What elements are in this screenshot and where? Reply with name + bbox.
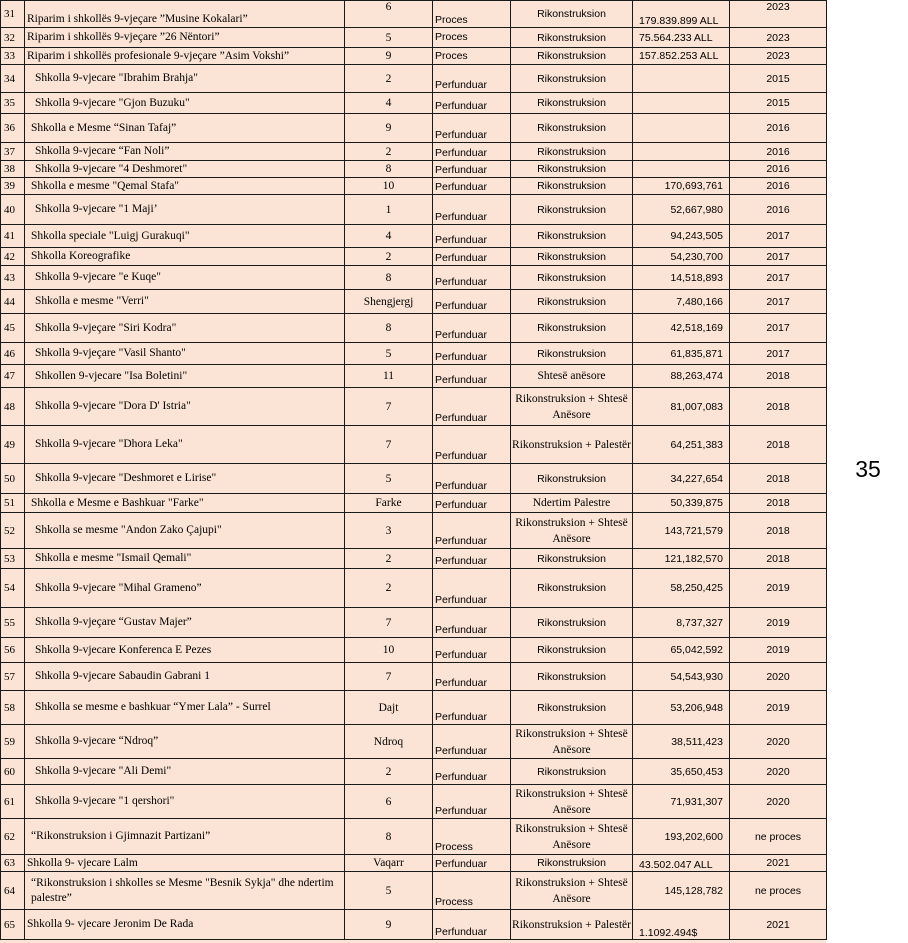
year-cell: 2019: [730, 638, 827, 663]
work-type-cell: Rikonstruksion: [511, 195, 633, 225]
status-cell: Perfunduar: [433, 195, 511, 225]
status-cell: Perfunduar: [433, 910, 511, 940]
table-row: [1, 819, 827, 855]
year-cell: 2015: [730, 65, 827, 93]
value-cell: 157.852.253 ALL: [633, 48, 730, 65]
unit-cell: Dajt: [345, 691, 433, 725]
table-row: [1, 691, 827, 725]
year-cell: 2020: [730, 663, 827, 691]
status-cell: Proces: [433, 28, 511, 48]
status-cell: Perfunduar: [433, 759, 511, 785]
row-number: 56: [1, 638, 25, 663]
row-number: 34: [1, 65, 25, 93]
work-type-cell: Rikonstruksion: [511, 48, 633, 65]
status-cell: Perfunduar: [433, 114, 511, 143]
unit-cell: 3: [345, 513, 433, 549]
unit-cell: 2: [345, 569, 433, 608]
school-name: Shkolla 9-vjecare "1 qershori": [25, 785, 345, 819]
unit-cell: 6: [345, 1, 433, 28]
unit-cell: 5: [345, 464, 433, 494]
table-row: [1, 494, 827, 513]
year-cell: 2017: [730, 343, 827, 365]
unit-cell: 10: [345, 178, 433, 195]
table-row: [1, 114, 827, 143]
row-number: 33: [1, 48, 25, 65]
table-row: [1, 314, 827, 343]
table-row: [1, 143, 827, 161]
school-name: Shkolla e mesme "Verri": [25, 290, 345, 314]
value-cell: 121,182,570: [633, 549, 730, 569]
work-type-cell: Rikonstruksion: [511, 93, 633, 114]
table-row: [1, 785, 827, 819]
unit-cell: 1: [345, 195, 433, 225]
school-name: Shkolla 9-vjeçare "Siri Kodra": [25, 314, 345, 343]
row-number: 53: [1, 549, 25, 569]
row-number: 63: [1, 855, 25, 872]
year-cell: 2016: [730, 161, 827, 178]
unit-cell: 7: [345, 388, 433, 426]
row-number: 55: [1, 608, 25, 638]
school-name: Shkolla 9-vjecare "4 Deshmoret": [25, 161, 345, 178]
value-cell: 64,251,383: [633, 426, 730, 464]
unit-cell: Shengjergj: [345, 290, 433, 314]
school-name: Shkolla 9-vjeçare "Vasil Shanto": [25, 343, 345, 365]
year-cell: 2020: [730, 785, 827, 819]
work-type-cell: Rikonstruksion: [511, 343, 633, 365]
row-number: 43: [1, 266, 25, 290]
unit-cell: 2: [345, 143, 433, 161]
status-cell: Perfunduar: [433, 161, 511, 178]
table-row: [1, 290, 827, 314]
school-name: Shkolla 9-vjecare "Mihal Grameno”: [25, 569, 345, 608]
work-type-cell: Rikonstruksion: [511, 691, 633, 725]
school-name: Shkolla 9- vjecare Lalm: [25, 855, 345, 872]
school-name: Shkolla 9-vjecare "Ibrahim Brahja": [25, 65, 345, 93]
status-cell: Perfunduar: [433, 855, 511, 872]
school-name: Shkolla 9-vjecare "Dora D' Istria": [25, 388, 345, 426]
row-number: 41: [1, 225, 25, 248]
year-cell: 2018: [730, 426, 827, 464]
work-type-cell: Rikonstruksion: [511, 178, 633, 195]
value-cell: [633, 93, 730, 114]
work-type-cell: Rikonstruksion + Palestër: [511, 426, 633, 464]
table-row: [1, 464, 827, 494]
school-name: Riparim i shkollës 9-vjeçare ”Musine Kokalari”: [25, 1, 345, 28]
value-cell: 193,202,600: [633, 819, 730, 855]
year-cell: 2018: [730, 388, 827, 426]
status-cell: Perfunduar: [433, 426, 511, 464]
value-cell: 75.564.233 ALL: [633, 28, 730, 48]
table-row: [1, 161, 827, 178]
row-number: 42: [1, 248, 25, 266]
value-cell: 38,511,423: [633, 725, 730, 759]
status-cell: Perfunduar: [433, 663, 511, 691]
value-cell: 65,042,592: [633, 638, 730, 663]
year-cell: 2021: [730, 855, 827, 872]
year-cell: 2017: [730, 266, 827, 290]
status-cell: Perfunduar: [433, 464, 511, 494]
work-type-cell: Rikonstruksion: [511, 290, 633, 314]
year-cell: ne proces: [730, 872, 827, 910]
row-number: 60: [1, 759, 25, 785]
work-type-cell: Rikonstruksion: [511, 638, 633, 663]
year-cell: 2016: [730, 143, 827, 161]
row-number: 46: [1, 343, 25, 365]
value-cell: 50,339,875: [633, 494, 730, 513]
work-type-cell: Rikonstruksion: [511, 569, 633, 608]
school-name: Shkolla 9- vjecare Jeronim De Rada: [25, 910, 345, 940]
value-cell: 179.839.899 ALL: [633, 1, 730, 28]
unit-cell: 9: [345, 114, 433, 143]
school-name: Riparim i shkollës profesionale 9-vjeçare ”Asim Vokshi”: [25, 48, 345, 65]
table-row: [1, 759, 827, 785]
work-type-cell: Rikonstruksion: [511, 464, 633, 494]
table-row: [1, 365, 827, 388]
work-type-cell: Rikonstruksion: [511, 225, 633, 248]
school-name: Shkolla e Mesme “Sinan Tafaj”: [25, 114, 345, 143]
unit-cell: 9: [345, 48, 433, 65]
work-type-cell: Rikonstruksion: [511, 608, 633, 638]
unit-cell: 5: [345, 872, 433, 910]
status-cell: Perfunduar: [433, 343, 511, 365]
unit-cell: 11: [345, 365, 433, 388]
unit-cell: 10: [345, 638, 433, 663]
work-type-cell: Rikonstruksion + Shtesë Anësore: [511, 513, 633, 549]
work-type-cell: Rikonstruksion: [511, 314, 633, 343]
work-type-cell: Rikonstruksion + Shtesë Anësore: [511, 725, 633, 759]
status-cell: Perfunduar: [433, 691, 511, 725]
status-cell: Perfunduar: [433, 314, 511, 343]
work-type-cell: Rikonstruksion + Palestër: [511, 910, 633, 940]
school-name: Shkolla 9-vjecare "Deshmoret e Lirise": [25, 464, 345, 494]
table-row: [1, 225, 827, 248]
unit-cell: 2: [345, 759, 433, 785]
year-cell: 2018: [730, 365, 827, 388]
row-number: 40: [1, 195, 25, 225]
status-cell: Perfunduar: [433, 225, 511, 248]
status-cell: Perfunduar: [433, 785, 511, 819]
unit-cell: 9: [345, 910, 433, 940]
row-number: 65: [1, 910, 25, 940]
table-row: [1, 28, 827, 48]
table-row: [1, 426, 827, 464]
school-name: Shkolla e mesme "Qemal Stafa": [25, 178, 345, 195]
unit-cell: 7: [345, 426, 433, 464]
value-cell: 81,007,083: [633, 388, 730, 426]
table-row: [1, 178, 827, 195]
school-name: Shkolla 9-vjecare "e Kuqe": [25, 266, 345, 290]
row-number: 64: [1, 872, 25, 910]
school-name: Shkolla 9-vjecare “Ndroq”: [25, 725, 345, 759]
unit-cell: 5: [345, 343, 433, 365]
school-name: “Rikonstruksion i Gjimnazit Partizani”: [25, 819, 345, 855]
table-row: [1, 910, 827, 940]
table-row: [1, 608, 827, 638]
school-name: Shkollen 9-vjecare "Isa Boletini": [25, 365, 345, 388]
year-cell: 2015: [730, 93, 827, 114]
unit-cell: 4: [345, 225, 433, 248]
school-name: Shkolla 9-vjecare "Dhora Leka": [25, 426, 345, 464]
work-type-cell: Rikonstruksion + Shtesë Anësore: [511, 785, 633, 819]
table-row: [1, 65, 827, 93]
year-cell: 2016: [730, 195, 827, 225]
status-cell: Perfunduar: [433, 494, 511, 513]
status-cell: Perfunduar: [433, 513, 511, 549]
status-cell: Perfunduar: [433, 549, 511, 569]
work-type-cell: Rikonstruksion: [511, 759, 633, 785]
work-type-cell: Ndertim Palestre: [511, 494, 633, 513]
row-number: 47: [1, 365, 25, 388]
status-cell: Perfunduar: [433, 143, 511, 161]
value-cell: 52,667,980: [633, 195, 730, 225]
value-cell: [633, 65, 730, 93]
value-cell: 7,480,166: [633, 290, 730, 314]
row-number: 59: [1, 725, 25, 759]
year-cell: 2020: [730, 725, 827, 759]
work-type-cell: Rikonstruksion: [511, 143, 633, 161]
row-number: 49: [1, 426, 25, 464]
work-type-cell: Rikonstruksion: [511, 114, 633, 143]
value-cell: [633, 114, 730, 143]
page-number: 35: [855, 456, 881, 482]
status-cell: Perfunduar: [433, 290, 511, 314]
value-cell: [633, 161, 730, 178]
school-name: Shkolla Koreografike: [25, 248, 345, 266]
row-number: 48: [1, 388, 25, 426]
work-type-cell: Rikonstruksion + Shtesë Anësore: [511, 819, 633, 855]
year-cell: 2020: [730, 759, 827, 785]
school-name: Shkolla 9-vjecare “Fan Noli”: [25, 143, 345, 161]
status-cell: Perfunduar: [433, 638, 511, 663]
row-number: 39: [1, 178, 25, 195]
status-cell: Perfunduar: [433, 365, 511, 388]
table-row: [1, 725, 827, 759]
school-name: Shkolla 9-vjecare Konferenca E Pezes: [25, 638, 345, 663]
unit-cell: 2: [345, 549, 433, 569]
value-cell: 61,835,871: [633, 343, 730, 365]
work-type-cell: Rikonstruksion + Shtesë Anësore: [511, 872, 633, 910]
work-type-cell: Rikonstruksion: [511, 663, 633, 691]
year-cell: 2017: [730, 290, 827, 314]
work-type-cell: Shtesë anësore: [511, 365, 633, 388]
table-row: [1, 663, 827, 691]
value-cell: 143,721,579: [633, 513, 730, 549]
year-cell: 2023: [730, 1, 827, 28]
year-cell: 2016: [730, 114, 827, 143]
row-number: 54: [1, 569, 25, 608]
status-cell: Proces: [433, 48, 511, 65]
row-number: 51: [1, 494, 25, 513]
value-cell: 42,518,169: [633, 314, 730, 343]
value-cell: 88,263,474: [633, 365, 730, 388]
value-cell: [633, 143, 730, 161]
school-name: Shkolla 9-vjecare "Ali Demi": [25, 759, 345, 785]
value-cell: 34,227,654: [633, 464, 730, 494]
value-cell: 1.1092.494$: [633, 910, 730, 940]
table-row: [1, 343, 827, 365]
status-cell: Proces: [433, 1, 511, 28]
work-type-cell: Rikonstruksion: [511, 266, 633, 290]
unit-cell: 4: [345, 93, 433, 114]
table-row: [1, 569, 827, 608]
table-row: [1, 248, 827, 266]
work-type-cell: Rikonstruksion: [511, 549, 633, 569]
status-cell: Perfunduar: [433, 93, 511, 114]
status-cell: Perfunduar: [433, 725, 511, 759]
status-cell: Process: [433, 872, 511, 910]
value-cell: 14,518,893: [633, 266, 730, 290]
table-row: [1, 513, 827, 549]
value-cell: 35,650,453: [633, 759, 730, 785]
row-number: 32: [1, 28, 25, 48]
value-cell: 54,543,930: [633, 663, 730, 691]
work-type-cell: Rikonstruksion: [511, 248, 633, 266]
value-cell: 58,250,425: [633, 569, 730, 608]
unit-cell: Farke: [345, 494, 433, 513]
status-cell: Perfunduar: [433, 569, 511, 608]
table-row: [1, 549, 827, 569]
value-cell: 43.502.047 ALL: [633, 855, 730, 872]
school-name: Shkolla speciale "Luigj Gurakuqi": [25, 225, 345, 248]
row-number: 38: [1, 161, 25, 178]
year-cell: 2019: [730, 569, 827, 608]
unit-cell: 8: [345, 819, 433, 855]
year-cell: 2023: [730, 48, 827, 65]
unit-cell: 8: [345, 266, 433, 290]
row-number: 31: [1, 1, 25, 28]
value-cell: 94,243,505: [633, 225, 730, 248]
status-cell: Perfunduar: [433, 266, 511, 290]
status-cell: Process: [433, 819, 511, 855]
row-number: 37: [1, 143, 25, 161]
unit-cell: Ndroq: [345, 725, 433, 759]
year-cell: 2018: [730, 494, 827, 513]
year-cell: ne proces: [730, 819, 827, 855]
year-cell: 2019: [730, 608, 827, 638]
year-cell: 2021: [730, 910, 827, 940]
status-cell: Perfunduar: [433, 388, 511, 426]
school-name: Shkolla 9-vjecare "1 Maji’: [25, 195, 345, 225]
school-name: Shkolla e mesme "Ismail Qemali": [25, 549, 345, 569]
work-type-cell: Rikonstruksion: [511, 855, 633, 872]
table-row: [1, 1, 827, 28]
status-cell: Perfunduar: [433, 248, 511, 266]
unit-cell: 8: [345, 314, 433, 343]
year-cell: 2017: [730, 248, 827, 266]
value-cell: 71,931,307: [633, 785, 730, 819]
year-cell: 2023: [730, 28, 827, 48]
school-name: Riparim i shkollës 9-vjeçare ”26 Nëntori”: [25, 28, 345, 48]
year-cell: 2018: [730, 464, 827, 494]
year-cell: 2018: [730, 549, 827, 569]
value-cell: 145,128,782: [633, 872, 730, 910]
work-type-cell: Rikonstruksion: [511, 161, 633, 178]
value-cell: 53,206,948: [633, 691, 730, 725]
table-row: [1, 638, 827, 663]
unit-cell: 2: [345, 65, 433, 93]
table-row: [1, 48, 827, 65]
year-cell: 2019: [730, 691, 827, 725]
school-name: Shkolla 9-vjeçare “Gustav Majer”: [25, 608, 345, 638]
row-number: 36: [1, 114, 25, 143]
row-number: 52: [1, 513, 25, 549]
school-name: Shkolla e Mesme e Bashkuar "Farke": [25, 494, 345, 513]
value-cell: 8,737,327: [633, 608, 730, 638]
row-number: 57: [1, 663, 25, 691]
table-row: [1, 93, 827, 114]
table-row: [1, 872, 827, 910]
year-cell: 2016: [730, 178, 827, 195]
row-number: 58: [1, 691, 25, 725]
row-number: 50: [1, 464, 25, 494]
school-name: Shkolla 9-vjecare Sabaudin Gabrani 1: [25, 663, 345, 691]
year-cell: 2017: [730, 225, 827, 248]
school-name: Shkolla 9-vjecare "Gjon Buzuku": [25, 93, 345, 114]
table-row: [1, 266, 827, 290]
unit-cell: 5: [345, 28, 433, 48]
unit-cell: 6: [345, 785, 433, 819]
value-cell: 170,693,761: [633, 178, 730, 195]
row-number: 45: [1, 314, 25, 343]
status-cell: Perfunduar: [433, 608, 511, 638]
unit-cell: Vaqarr: [345, 855, 433, 872]
school-name: Shkolla se mesme "Andon Zako Çajupi": [25, 513, 345, 549]
work-type-cell: Rikonstruksion: [511, 28, 633, 48]
work-type-cell: Rikonstruksion: [511, 1, 633, 28]
year-cell: 2018: [730, 513, 827, 549]
table-row: [1, 195, 827, 225]
work-type-cell: Rikonstruksion: [511, 65, 633, 93]
unit-cell: 7: [345, 663, 433, 691]
unit-cell: 2: [345, 248, 433, 266]
school-name: “Rikonstruksion i shkolles se Mesme "Besnik Sykja" dhe ndertim palestre”: [25, 872, 345, 910]
table-row: [1, 388, 827, 426]
table-row: [1, 855, 827, 872]
status-cell: Perfunduar: [433, 178, 511, 195]
year-cell: 2017: [730, 314, 827, 343]
school-name: Shkolla se mesme e bashkuar “Ymer Lala” - Surrel: [25, 691, 345, 725]
status-cell: Perfunduar: [433, 65, 511, 93]
unit-cell: 8: [345, 161, 433, 178]
unit-cell: 7: [345, 608, 433, 638]
row-number: 61: [1, 785, 25, 819]
row-number: 35: [1, 93, 25, 114]
row-number: 44: [1, 290, 25, 314]
work-type-cell: Rikonstruksion + Shtesë Anësore: [511, 388, 633, 426]
row-number: 62: [1, 819, 25, 855]
value-cell: 54,230,700: [633, 248, 730, 266]
